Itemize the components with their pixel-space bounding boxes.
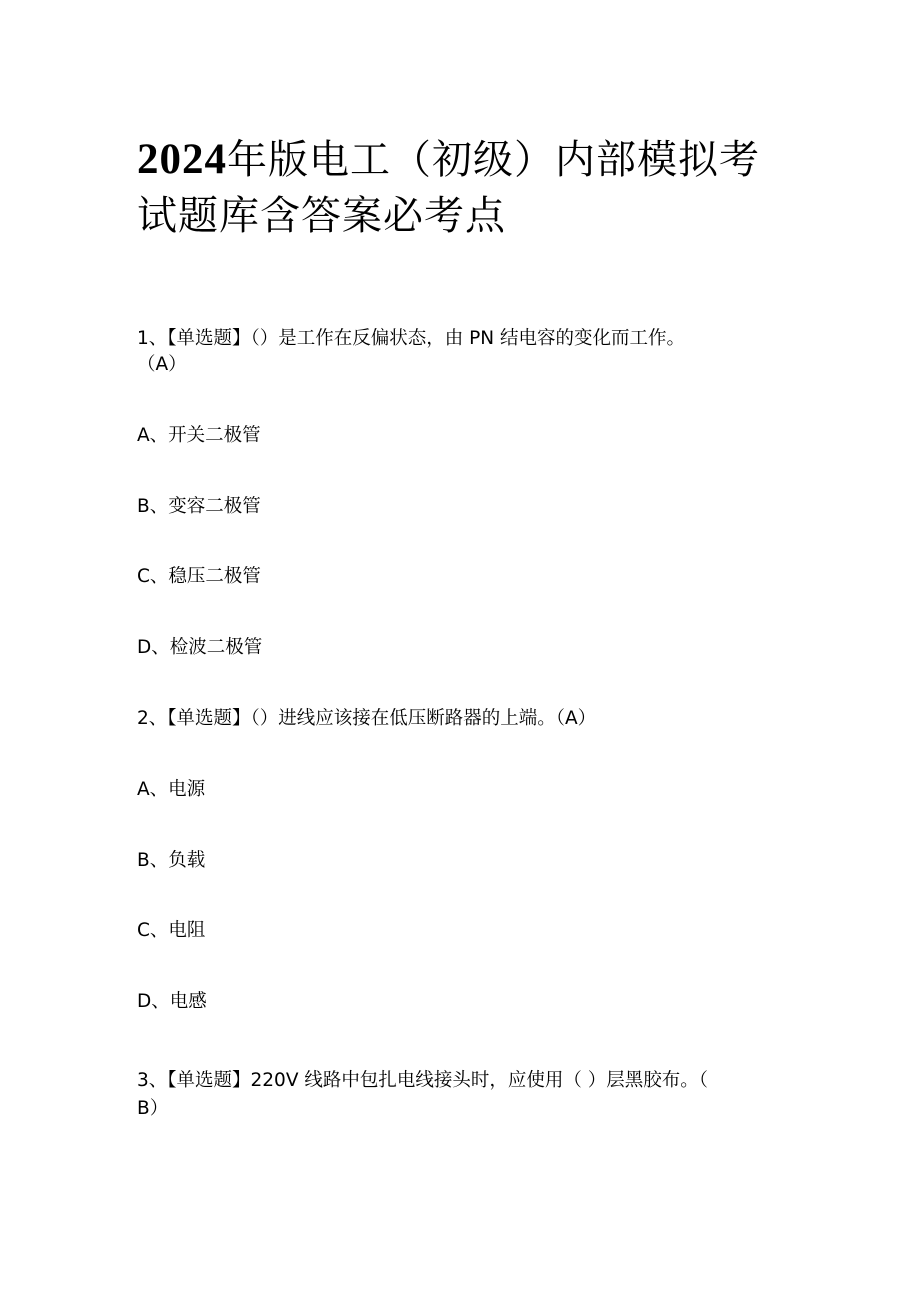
title-line1-text: 年版电工（初级）内部模拟考 [227,137,760,183]
question-1-stem: 1、【单选题】（）是工作在反偏状态，由 PN 结电容的变化而工作。 [137,328,686,349]
question-2-option-b: B、负载 [137,850,206,871]
question-2-option-c: C、电阻 [137,920,206,941]
title-year: 2024 [137,136,227,183]
question-2-option-a: A、电源 [137,779,206,800]
document-title [137,132,797,244]
question-3-stem: 3、【单选题】220V 线路中包扎电线接头时，应使用（ ）层黑胶布。（ [137,1070,709,1091]
question-2-option-d: D、电感 [137,991,207,1012]
question-1-answer: （A） [137,354,187,375]
question-1-option-c: C、稳压二极管 [137,566,261,587]
question-2-stem: 2、【单选题】（）进线应该接在低压断路器的上端。（A） [137,708,597,729]
question-1-option-a: A、开关二极管 [137,425,261,446]
question-1-option-b: B、变容二极管 [137,496,261,517]
question-1-option-d: D、检波二极管 [137,637,263,658]
title-line2-text: 试题库含答案必考点 [137,193,506,239]
question-3-answer: B） [137,1098,169,1119]
